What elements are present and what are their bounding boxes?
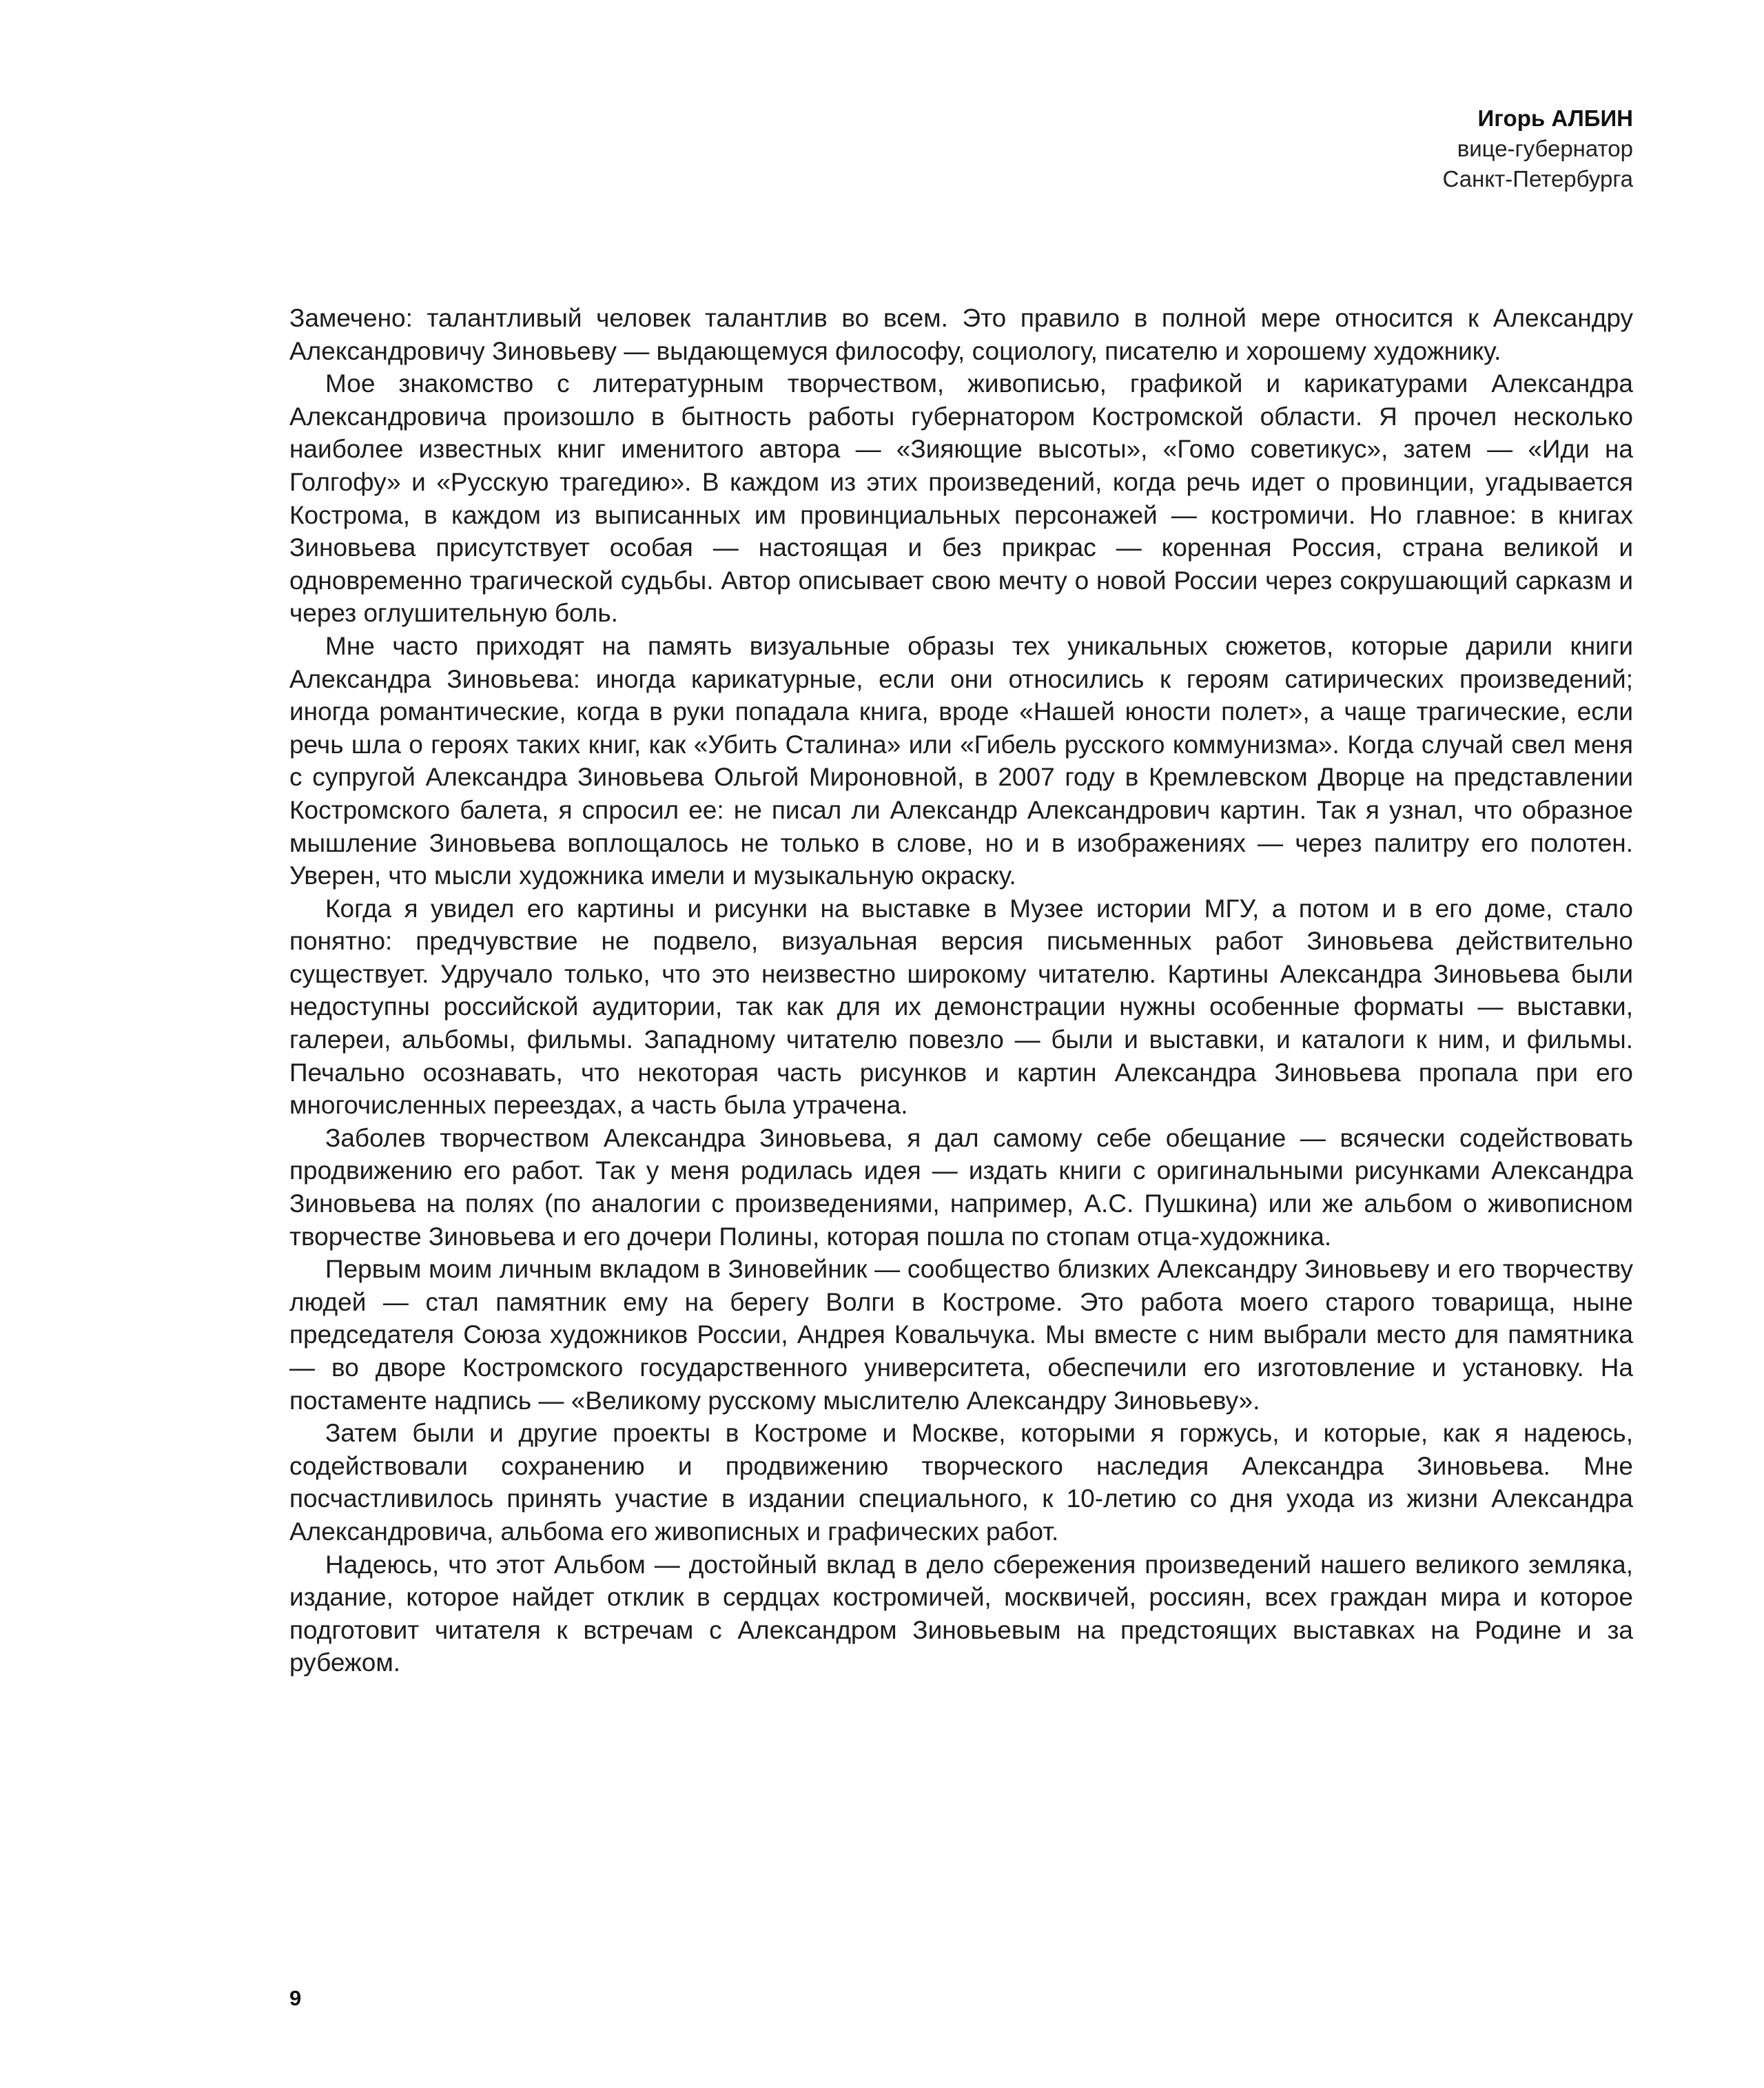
paragraph: Первым моим личным вкладом в Зиновейник — сообщество близких Александру Зиновьеву и его творчеству людей — стал памятник ему на берегу Волги в Костроме. Это работа моего старого товарища, ныне председателя Союза художников России, Андрея Ковальчука. Мы вместе с ним выбрали место для памятника — во дворе Костромского государственного университета, обеспечили его изготовление и установку. На постаменте надпись — «Великому русскому мыслителю Александру Зиновьеву». — [289, 1255, 1633, 1415]
article-body — [289, 302, 1633, 1679]
paragraph: Мое знакомство с литературным творчеством, живописью, графикой и карикатурами Александра Александровича произошло в бытность работы губернатором Костромской области. Я прочел несколько наиболее известных книг именитого автора — «Зияющие высоты», «Гомо советикус», затем — «Иди на Голгофу» и «Русскую трагедию». В каждом из этих произведений, когда речь идет о провинции, угадывается Кострома, в каждом из выписанных им провинциальных персонажей — костромичи. Но главное: в книгах Зиновьева присутствует особая — настоящая и без прикрас — коренная Россия, страна великой и одновременно трагической судьбы. Автор описывает свою мечту о новой России через сокрушающий сарказм и через оглушительную боль. — [289, 369, 1633, 628]
author-block — [1443, 103, 1633, 194]
author-name: Игорь АЛБИН — [1477, 105, 1633, 131]
author-role-line-2: Санкт-Петербурга — [1442, 166, 1633, 192]
paragraph: Замечено: талантливый человек талантлив во всем. Это правило в полной мере относится к Александру Александровичу Зиновьеву — выдающемуся философу, социологу, писателю и хорошему художнику. — [289, 304, 1633, 365]
paragraph: Затем были и другие проекты в Костроме и Москве, которыми я горжусь, и которые, как я надеюсь, содействовали сохранению и продвижению творческого наследия Александра Зиновьева. Мне посчастливилось принять участие в издании специального, к 10-летию со дня ухода из жизни Александра Александровича, альбома его живописных и графических работ. — [289, 1419, 1633, 1546]
paragraph: Надеюсь, что этот Альбом — достойный вклад в дело сбережения произведений нашего великого земляка, издание, которое найдет отклик в сердцах костромичей, москвичей, россиян, всех граждан мира и которое подготовит читателя к встречам с Александром Зиновьевым на предстоящих выставках на Родине и за рубежом. — [289, 1550, 1633, 1677]
paragraph: Мне часто приходят на память визуальные образы тех уникальных сюжетов, которые дарили книги Александра Зиновьева: иногда карикатурные, если они относились к героям сатирических произведений; иногда романтические, когда в руки попадала книга, вроде «Нашей юности полет», а чаще трагические, если речь шла о героях таких книг, как «Убить Сталина» или «Гибель русского коммунизма». Когда случай свел меня с супругой Александра Зиновьева Ольгой Мироновной, в 2007 году в Кремлевском Дворце на представлении Костромского балета, я спросил ее: не писал ли Александр Александрович картин. Так я узнал, что образное мышление Зиновьева воплощалось не только в слове, но и в изображениях — через палитру его полотен. Уверен, что мысли художника имели и музыкальную окраску. — [289, 631, 1633, 890]
page-number: 9 — [289, 1986, 302, 2010]
author-role-line-1: вице-губернатор — [1457, 136, 1633, 161]
paragraph: Когда я увидел его картины и рисунки на выставке в Музее истории МГУ, а потом и в его доме, стало понятно: предчувствие не подвело, визуальная версия письменных работ Зиновьева действительно существует. Удручало только, что это неизвестно широкому читателю. Картины Александра Зиновьева были недоступны российской аудитории, так как для их демонстрации нужны особенные форматы — выставки, галереи, альбомы, фильмы. Западному читателю повезло — были и выставки, и каталоги к ним, и фильмы. Печально осознавать, что некоторая часть рисунков и картин Александра Зиновьева пропала при его многочисленных переездах, а часть была утрачена. — [289, 894, 1633, 1120]
paragraph: Заболев творчеством Александра Зиновьева, я дал самому себе обещание — всячески содействовать продвижению его работ. Так у меня родилась идея — издать книги с оригинальными рисунками Александра Зиновьева на полях (по аналогии с произведениями, например, А.С. Пушкина) или же альбом о живописном творчестве Зиновьева и его дочери Полины, которая пошла по стопам отца-художника. — [289, 1123, 1633, 1251]
